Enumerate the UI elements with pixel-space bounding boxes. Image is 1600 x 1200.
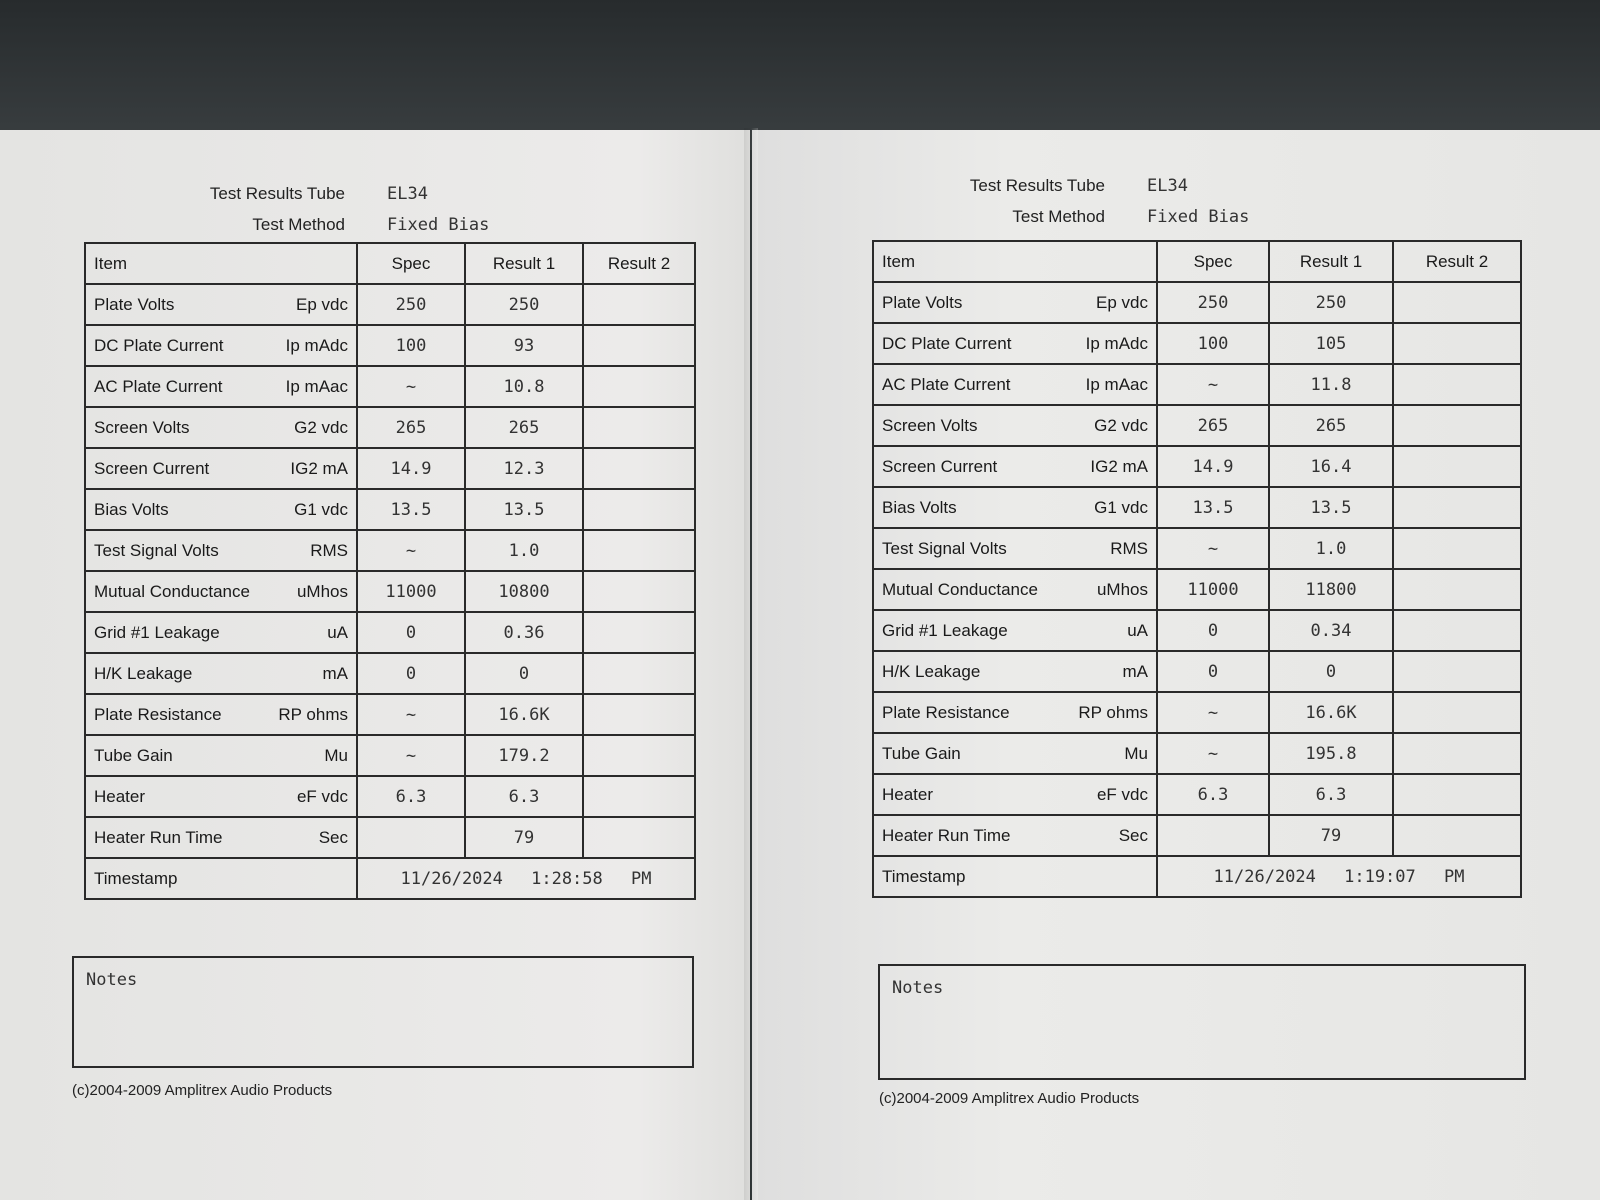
table-row bbox=[85, 571, 695, 612]
result-2-cell bbox=[583, 612, 695, 653]
spec-cell: 13.5 bbox=[1157, 487, 1269, 528]
item-unit: Ep vdc bbox=[296, 294, 348, 314]
item-label: Screen Volts bbox=[882, 415, 978, 435]
result-1-cell: 11.8 bbox=[1269, 364, 1393, 405]
item-unit: IG2 mA bbox=[1090, 456, 1148, 476]
table-row bbox=[85, 735, 695, 776]
spec-cell: 0 bbox=[1157, 651, 1269, 692]
item-cell bbox=[873, 774, 1157, 815]
item-label: H/K Leakage bbox=[94, 663, 193, 683]
table-row bbox=[85, 366, 695, 407]
result-1-cell: 265 bbox=[465, 407, 583, 448]
item-cell bbox=[873, 446, 1157, 487]
spec-cell: ~ bbox=[1157, 733, 1269, 774]
spec-cell: ~ bbox=[357, 694, 465, 735]
method-line bbox=[175, 209, 489, 240]
item-cell bbox=[85, 817, 357, 858]
tube-line bbox=[175, 178, 489, 209]
result-1-cell: 16.6K bbox=[465, 694, 583, 735]
left-report-sheet bbox=[0, 130, 750, 1200]
item-label: AC Plate Current bbox=[882, 374, 1011, 394]
result-2-cell bbox=[583, 366, 695, 407]
spec-cell: 0 bbox=[1157, 610, 1269, 651]
result-1-cell: 10800 bbox=[465, 571, 583, 612]
item-unit: Mu bbox=[1124, 743, 1148, 763]
spec-cell: 0 bbox=[357, 612, 465, 653]
result-1-cell: 93 bbox=[465, 325, 583, 366]
result-2-cell bbox=[583, 571, 695, 612]
result-2-cell bbox=[583, 284, 695, 325]
item-label: Plate Volts bbox=[94, 294, 175, 314]
table-row bbox=[85, 407, 695, 448]
table-row bbox=[873, 733, 1521, 774]
tube-value: EL34 bbox=[1147, 175, 1188, 196]
table-row bbox=[873, 815, 1521, 856]
item-cell bbox=[85, 653, 357, 694]
spec-cell: 100 bbox=[357, 325, 465, 366]
spec-cell: 250 bbox=[357, 284, 465, 325]
item-unit: Ip mAac bbox=[285, 376, 348, 396]
result-1-cell: 0.34 bbox=[1269, 610, 1393, 651]
item-cell bbox=[873, 610, 1157, 651]
result-2-cell bbox=[583, 694, 695, 735]
spec-cell: ~ bbox=[357, 735, 465, 776]
spec-cell: 14.9 bbox=[357, 448, 465, 489]
result-1-cell: 250 bbox=[1269, 282, 1393, 323]
tube-line bbox=[935, 170, 1249, 201]
spec-cell: 14.9 bbox=[1157, 446, 1269, 487]
item-label: Heater bbox=[94, 786, 146, 806]
item-unit: Ep vdc bbox=[1096, 292, 1148, 312]
copyright-footer: (c)2004-2009 Amplitrex Audio Products bbox=[72, 1082, 333, 1099]
item-unit: mA bbox=[1122, 661, 1148, 681]
table-row bbox=[85, 612, 695, 653]
result-2-cell bbox=[583, 448, 695, 489]
spec-cell: 0 bbox=[357, 653, 465, 694]
item-unit: Ip mAac bbox=[1085, 374, 1148, 394]
method-label: Test Method bbox=[252, 214, 345, 234]
column-header-result-2: Result 2 bbox=[1393, 241, 1521, 282]
result-1-cell: 16.6K bbox=[1269, 692, 1393, 733]
item-label: DC Plate Current bbox=[94, 335, 224, 355]
table-row bbox=[873, 446, 1521, 487]
item-label: Screen Volts bbox=[94, 417, 190, 437]
table-row bbox=[873, 405, 1521, 446]
item-label: Tube Gain bbox=[882, 743, 961, 763]
result-1-cell: 13.5 bbox=[465, 489, 583, 530]
method-value: Fixed Bias bbox=[387, 214, 490, 235]
item-cell bbox=[85, 448, 357, 489]
result-2-cell bbox=[1393, 733, 1521, 774]
item-cell bbox=[85, 612, 357, 653]
item-cell bbox=[85, 735, 357, 776]
result-1-cell: 1.0 bbox=[1269, 528, 1393, 569]
spec-cell bbox=[357, 817, 465, 858]
result-2-cell bbox=[1393, 569, 1521, 610]
item-cell bbox=[873, 282, 1157, 323]
table-row bbox=[85, 284, 695, 325]
spec-cell: 6.3 bbox=[1157, 774, 1269, 815]
result-2-cell bbox=[583, 489, 695, 530]
notes-label: Notes bbox=[892, 978, 944, 998]
table-row bbox=[873, 528, 1521, 569]
result-2-cell bbox=[1393, 651, 1521, 692]
result-2-cell bbox=[583, 776, 695, 817]
result-1-cell: 10.8 bbox=[465, 366, 583, 407]
result-2-cell bbox=[1393, 446, 1521, 487]
result-1-cell: 6.3 bbox=[465, 776, 583, 817]
item-label: Mutual Conductance bbox=[882, 579, 1038, 599]
copyright-footer: (c)2004-2009 Amplitrex Audio Products bbox=[879, 1090, 1140, 1107]
item-unit: Sec bbox=[1118, 825, 1148, 845]
item-label: Heater bbox=[882, 784, 934, 804]
timestamp-row bbox=[873, 856, 1521, 897]
result-1-cell: 13.5 bbox=[1269, 487, 1393, 528]
item-unit: RP ohms bbox=[1078, 702, 1148, 722]
table-row bbox=[873, 282, 1521, 323]
column-header-spec: Spec bbox=[357, 243, 465, 284]
item-cell bbox=[873, 815, 1157, 856]
item-label: Heater Run Time bbox=[882, 825, 1011, 845]
item-unit: G1 vdc bbox=[1094, 497, 1148, 517]
item-unit: G1 vdc bbox=[294, 499, 348, 519]
item-label: Test Signal Volts bbox=[94, 540, 219, 560]
item-cell bbox=[873, 733, 1157, 774]
item-unit: uMhos bbox=[1096, 579, 1148, 599]
result-1-cell: 0 bbox=[465, 653, 583, 694]
item-cell bbox=[873, 692, 1157, 733]
item-cell bbox=[85, 694, 357, 735]
spec-cell: 11000 bbox=[1157, 569, 1269, 610]
column-header-spec: Spec bbox=[1157, 241, 1269, 282]
table-row bbox=[85, 694, 695, 735]
result-1-cell: 12.3 bbox=[465, 448, 583, 489]
tube-value: EL34 bbox=[387, 183, 428, 204]
item-unit: Ip mAdc bbox=[1085, 333, 1148, 353]
notes-box bbox=[878, 964, 1526, 1080]
spec-cell: 250 bbox=[1157, 282, 1269, 323]
item-cell bbox=[85, 407, 357, 448]
item-cell bbox=[873, 405, 1157, 446]
result-1-cell: 105 bbox=[1269, 323, 1393, 364]
result-2-cell bbox=[583, 653, 695, 694]
item-cell bbox=[85, 776, 357, 817]
spec-cell: ~ bbox=[1157, 528, 1269, 569]
result-2-cell bbox=[1393, 364, 1521, 405]
item-cell bbox=[85, 489, 357, 530]
dark-background bbox=[0, 0, 1600, 150]
item-unit: Sec bbox=[318, 827, 348, 847]
table-row bbox=[873, 487, 1521, 528]
table-row bbox=[85, 817, 695, 858]
result-2-cell bbox=[1393, 774, 1521, 815]
item-unit: IG2 mA bbox=[290, 458, 348, 478]
result-1-cell: 0 bbox=[1269, 651, 1393, 692]
result-1-cell: 250 bbox=[465, 284, 583, 325]
column-header-result-2: Result 2 bbox=[583, 243, 695, 284]
spec-cell: 11000 bbox=[357, 571, 465, 612]
result-2-cell bbox=[1393, 610, 1521, 651]
table-header-row bbox=[873, 241, 1521, 282]
result-2-cell bbox=[1393, 323, 1521, 364]
item-label: Screen Current bbox=[94, 458, 210, 478]
result-2-cell bbox=[583, 817, 695, 858]
item-unit: eF vdc bbox=[296, 786, 348, 806]
item-cell bbox=[85, 284, 357, 325]
item-cell bbox=[873, 323, 1157, 364]
item-unit: Ip mAdc bbox=[285, 335, 348, 355]
result-1-cell: 1.0 bbox=[465, 530, 583, 571]
method-line bbox=[935, 201, 1249, 232]
item-label: Heater Run Time bbox=[94, 827, 223, 847]
table-row bbox=[85, 530, 695, 571]
item-unit: G2 vdc bbox=[294, 417, 348, 437]
item-unit: uMhos bbox=[296, 581, 348, 601]
tube-label: Test Results Tube bbox=[969, 175, 1105, 195]
item-unit: uA bbox=[327, 622, 348, 642]
item-label: Plate Volts bbox=[882, 292, 963, 312]
result-1-cell: 79 bbox=[465, 817, 583, 858]
result-2-cell bbox=[583, 530, 695, 571]
item-cell bbox=[85, 366, 357, 407]
table-row bbox=[873, 774, 1521, 815]
results-table bbox=[84, 242, 696, 900]
item-unit: mA bbox=[322, 663, 348, 683]
notes-label: Notes bbox=[86, 970, 138, 990]
spec-cell: ~ bbox=[357, 530, 465, 571]
result-2-cell bbox=[583, 325, 695, 366]
result-2-cell bbox=[583, 407, 695, 448]
spec-cell: 6.3 bbox=[357, 776, 465, 817]
item-cell bbox=[85, 530, 357, 571]
result-1-cell: 265 bbox=[1269, 405, 1393, 446]
table-header-row bbox=[85, 243, 695, 284]
item-label: Plate Resistance bbox=[882, 702, 1010, 722]
report-header bbox=[935, 170, 1249, 232]
timestamp-value: 11/26/2024 1:19:07 PM bbox=[1157, 856, 1521, 897]
result-2-cell bbox=[1393, 487, 1521, 528]
spec-cell: 13.5 bbox=[357, 489, 465, 530]
result-2-cell bbox=[583, 735, 695, 776]
item-label: Plate Resistance bbox=[94, 704, 222, 724]
item-cell bbox=[85, 571, 357, 612]
table-row bbox=[873, 323, 1521, 364]
table-row bbox=[873, 364, 1521, 405]
item-unit: RMS bbox=[310, 540, 348, 560]
spec-cell: 100 bbox=[1157, 323, 1269, 364]
result-1-cell: 179.2 bbox=[465, 735, 583, 776]
results-table bbox=[872, 240, 1522, 898]
item-unit: Mu bbox=[324, 745, 348, 765]
item-label: DC Plate Current bbox=[882, 333, 1012, 353]
result-1-cell: 6.3 bbox=[1269, 774, 1393, 815]
item-label: AC Plate Current bbox=[94, 376, 223, 396]
item-label: Bias Volts bbox=[94, 499, 169, 519]
result-1-cell: 11800 bbox=[1269, 569, 1393, 610]
table-row bbox=[873, 610, 1521, 651]
item-cell bbox=[873, 364, 1157, 405]
item-label: Grid #1 Leakage bbox=[94, 622, 220, 642]
column-header-result-1: Result 1 bbox=[1269, 241, 1393, 282]
item-label: Grid #1 Leakage bbox=[882, 620, 1008, 640]
item-unit: RP ohms bbox=[278, 704, 348, 724]
notes-box bbox=[72, 956, 694, 1068]
item-unit: G2 vdc bbox=[1094, 415, 1148, 435]
item-unit: RMS bbox=[1110, 538, 1148, 558]
spec-cell: ~ bbox=[1157, 692, 1269, 733]
result-1-cell: 0.36 bbox=[465, 612, 583, 653]
table-row bbox=[85, 653, 695, 694]
table-row bbox=[85, 325, 695, 366]
item-unit: uA bbox=[1127, 620, 1148, 640]
table-row bbox=[873, 569, 1521, 610]
spec-cell: ~ bbox=[1157, 364, 1269, 405]
table-row bbox=[873, 692, 1521, 733]
item-cell bbox=[873, 651, 1157, 692]
report-header bbox=[175, 178, 489, 240]
item-label: Bias Volts bbox=[882, 497, 957, 517]
timestamp-row bbox=[85, 858, 695, 899]
timestamp-label: Timestamp bbox=[873, 856, 1157, 897]
timestamp-value: 11/26/2024 1:28:58 PM bbox=[357, 858, 695, 899]
spec-cell: 265 bbox=[1157, 405, 1269, 446]
item-cell bbox=[873, 569, 1157, 610]
result-2-cell bbox=[1393, 282, 1521, 323]
method-label: Test Method bbox=[1012, 206, 1105, 226]
spec-cell: 265 bbox=[357, 407, 465, 448]
column-header-result-1: Result 1 bbox=[465, 243, 583, 284]
result-1-cell: 16.4 bbox=[1269, 446, 1393, 487]
result-1-cell: 195.8 bbox=[1269, 733, 1393, 774]
item-label: Mutual Conductance bbox=[94, 581, 250, 601]
table-row bbox=[85, 489, 695, 530]
item-unit: eF vdc bbox=[1096, 784, 1148, 804]
spec-cell bbox=[1157, 815, 1269, 856]
result-2-cell bbox=[1393, 692, 1521, 733]
result-2-cell bbox=[1393, 405, 1521, 446]
item-cell bbox=[873, 487, 1157, 528]
table-row bbox=[873, 651, 1521, 692]
item-cell bbox=[85, 325, 357, 366]
item-label: Tube Gain bbox=[94, 745, 173, 765]
method-value: Fixed Bias bbox=[1147, 206, 1250, 227]
item-label: Screen Current bbox=[882, 456, 998, 476]
column-header-item: Item bbox=[873, 241, 1157, 282]
timestamp-label: Timestamp bbox=[85, 858, 357, 899]
item-cell bbox=[873, 528, 1157, 569]
result-1-cell: 79 bbox=[1269, 815, 1393, 856]
spec-cell: ~ bbox=[357, 366, 465, 407]
result-2-cell bbox=[1393, 528, 1521, 569]
table-row bbox=[85, 776, 695, 817]
result-2-cell bbox=[1393, 815, 1521, 856]
right-report-sheet bbox=[752, 130, 1600, 1200]
item-label: H/K Leakage bbox=[882, 661, 981, 681]
column-header-item: Item bbox=[85, 243, 357, 284]
tube-label: Test Results Tube bbox=[209, 183, 345, 203]
item-label: Test Signal Volts bbox=[882, 538, 1007, 558]
table-row bbox=[85, 448, 695, 489]
page-spine bbox=[744, 128, 758, 1200]
